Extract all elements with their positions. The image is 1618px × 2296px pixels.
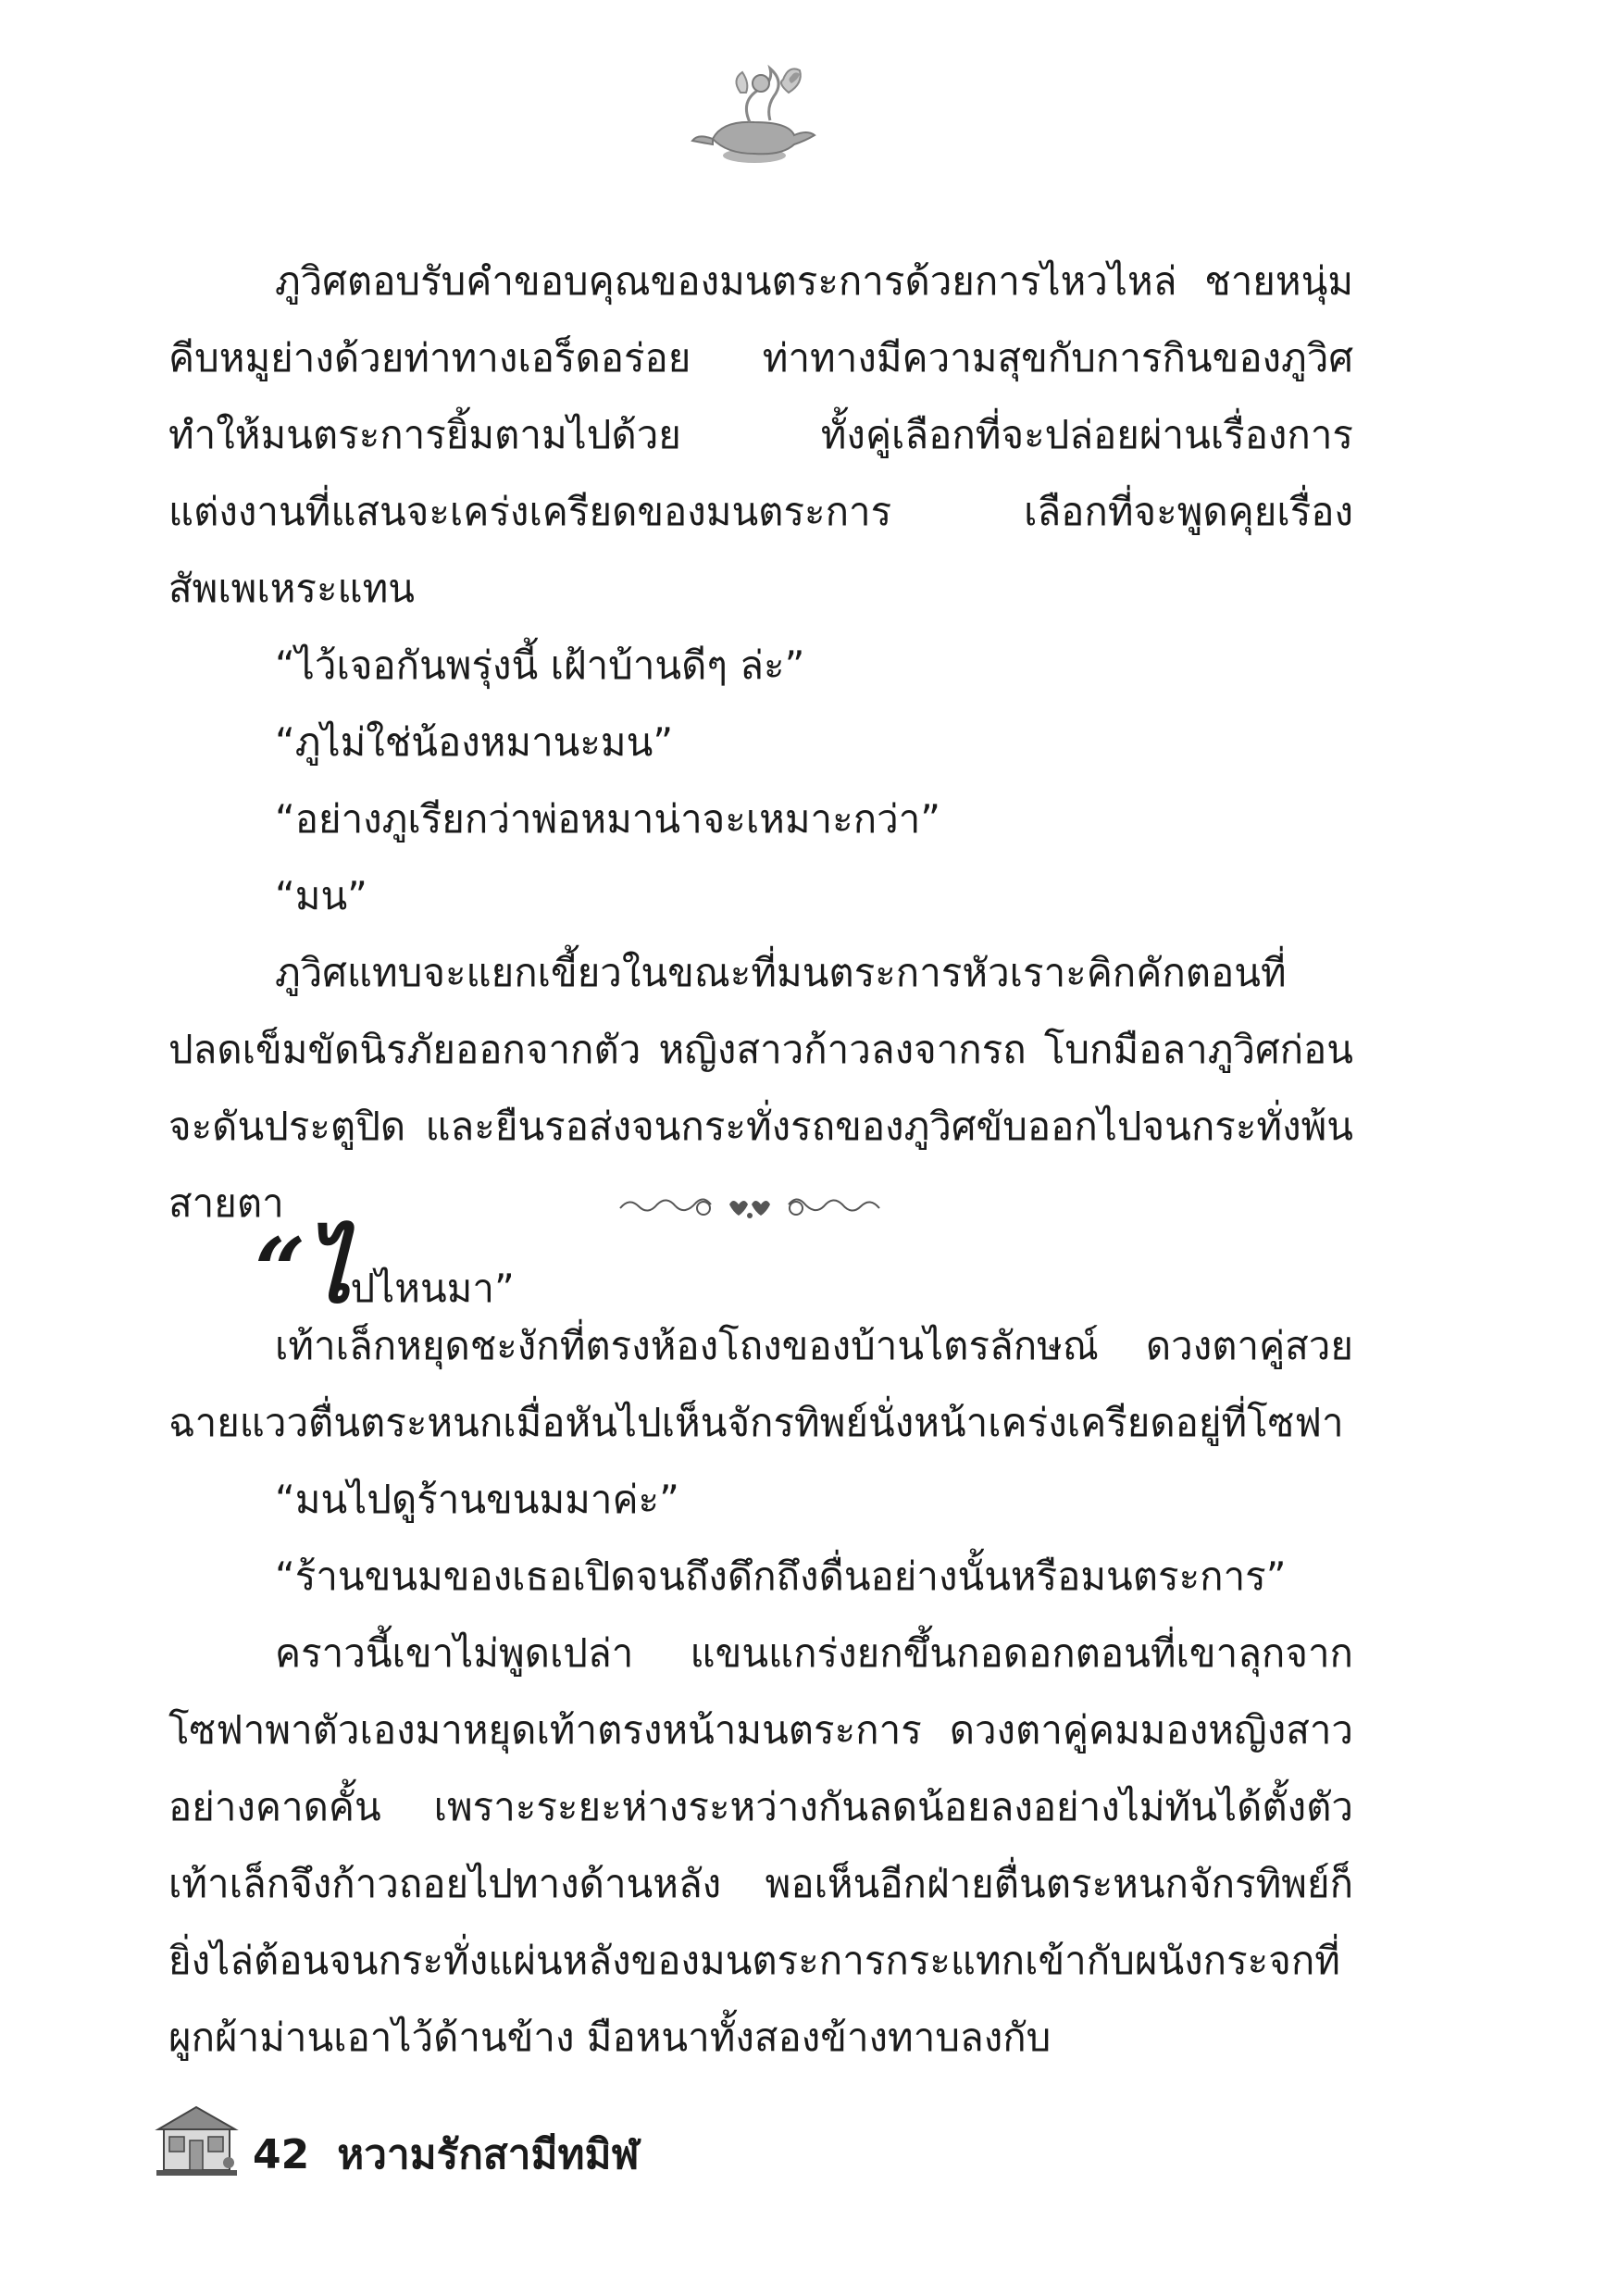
page-footer [153,2102,986,2185]
house-icon [153,2102,241,2180]
paragraph: เท้าเล็กหยุดชะงักที่ตรงห้องโถงของบ้านไตรลักษณ์ ดวงตาคู่สวยฉายแววตื่นตระหนกเมื่อหันไปเห็นจักรทิพย์นั่งหน้าเคร่งเครียดอยู่ที่โซฟา [168,1323,1353,1445]
dialogue-line: “มน” [275,873,367,918]
dialogue-line: “มนไปดูร้านขนมมาค่ะ” [275,1477,679,1522]
dialogue-line: “ภูไม่ใช่น้องหมานะมน” [275,719,674,765]
paragraph-block-1 [168,243,1353,1242]
footer-text [253,2122,640,2187]
genie-lamp-icon [685,56,824,176]
book-title: หวามรักสามีทมิฬ [337,2131,640,2178]
paragraph: คราวนี้เขาไม่พูดเปล่า แขนแกร่งยกขึ้นกอดอกตอนที่เขาลุกจากโซฟาพาตัวเองมาหยุดเท้าตรงหน้ามนตระการ ดวงตาคู่คมมองหญิงสาวอย่างคาดคั้น เพราะระยะห่างระหว่างกันลดน้อยลงอย่างไม่ทันได้ตั้งตัว เท้าเล็กจึงก้าวถอยไปทางด้านหลัง พอเห็นอีกฝ่ายตื่นตระหนกจักรทิพย์ก็ยิ่งไล่ต้อนจนกระทั่งแผ่นหลังของมนตระการกระแทกเข้ากับผนังกระจกที่ผูกผ้าม่านเอาไว้ด้านข้าง มือหนาทั้งสองข้างทาบลงกับ [168,1630,1353,2060]
dialogue-line: “อย่างภูเรียกว่าพ่อหมาน่าจะเหมาะกว่า” [275,796,941,842]
page-number: 42 [253,2131,310,2178]
dropcap-rest: ปไหนมา” [350,1266,515,1311]
dialogue-line: “ร้านขนมของเธอเปิดจนถึงดึกถึงดื่นอย่างนั้นหรือมนตระการ” [275,1554,1287,1599]
dropcap: “ไ [255,1218,351,1323]
paragraph: ภูวิศตอบรับคำขอบคุณของมนตระการด้วยการไหวไหล่ ชายหนุ่มคีบหมูย่างด้วยท่าทางเอร็ดอร่อย ท่าทางมีความสุขกับการกินของภูวิศทำให้มนตระการยิ้มตามไปด้วย ทั้งคู่เลือกที่จะปล่อยผ่านเรื่องการแต่งงานที่แสนจะเคร่งเครียดของมนตระการ เลือกที่จะพูดคุยเรื่องสัพเพเหระแทน [168,258,1353,611]
paragraph-block-2 [168,1307,1353,2076]
dialogue-line: “ไว้เจอกันพรุ่งนี้ เฝ้าบ้านดีๆ ล่ะ” [275,643,805,688]
heart-divider-icon [611,1188,889,1225]
paragraph: ภูวิศแทบจะแยกเขี้ยวในขณะที่มนตระการหัวเราะคิกคักตอนที่ปลดเข็มขัดนิรภัยออกจากตัว หญิงสาวก้าวลงจากรถ โบกมือลาภูวิศก่อนจะดันประตูปิด และยืนรอส่งจนกระทั่งรถของภูวิศขับออกไปจนกระทั่งพ้นสายตา [168,950,1353,1226]
